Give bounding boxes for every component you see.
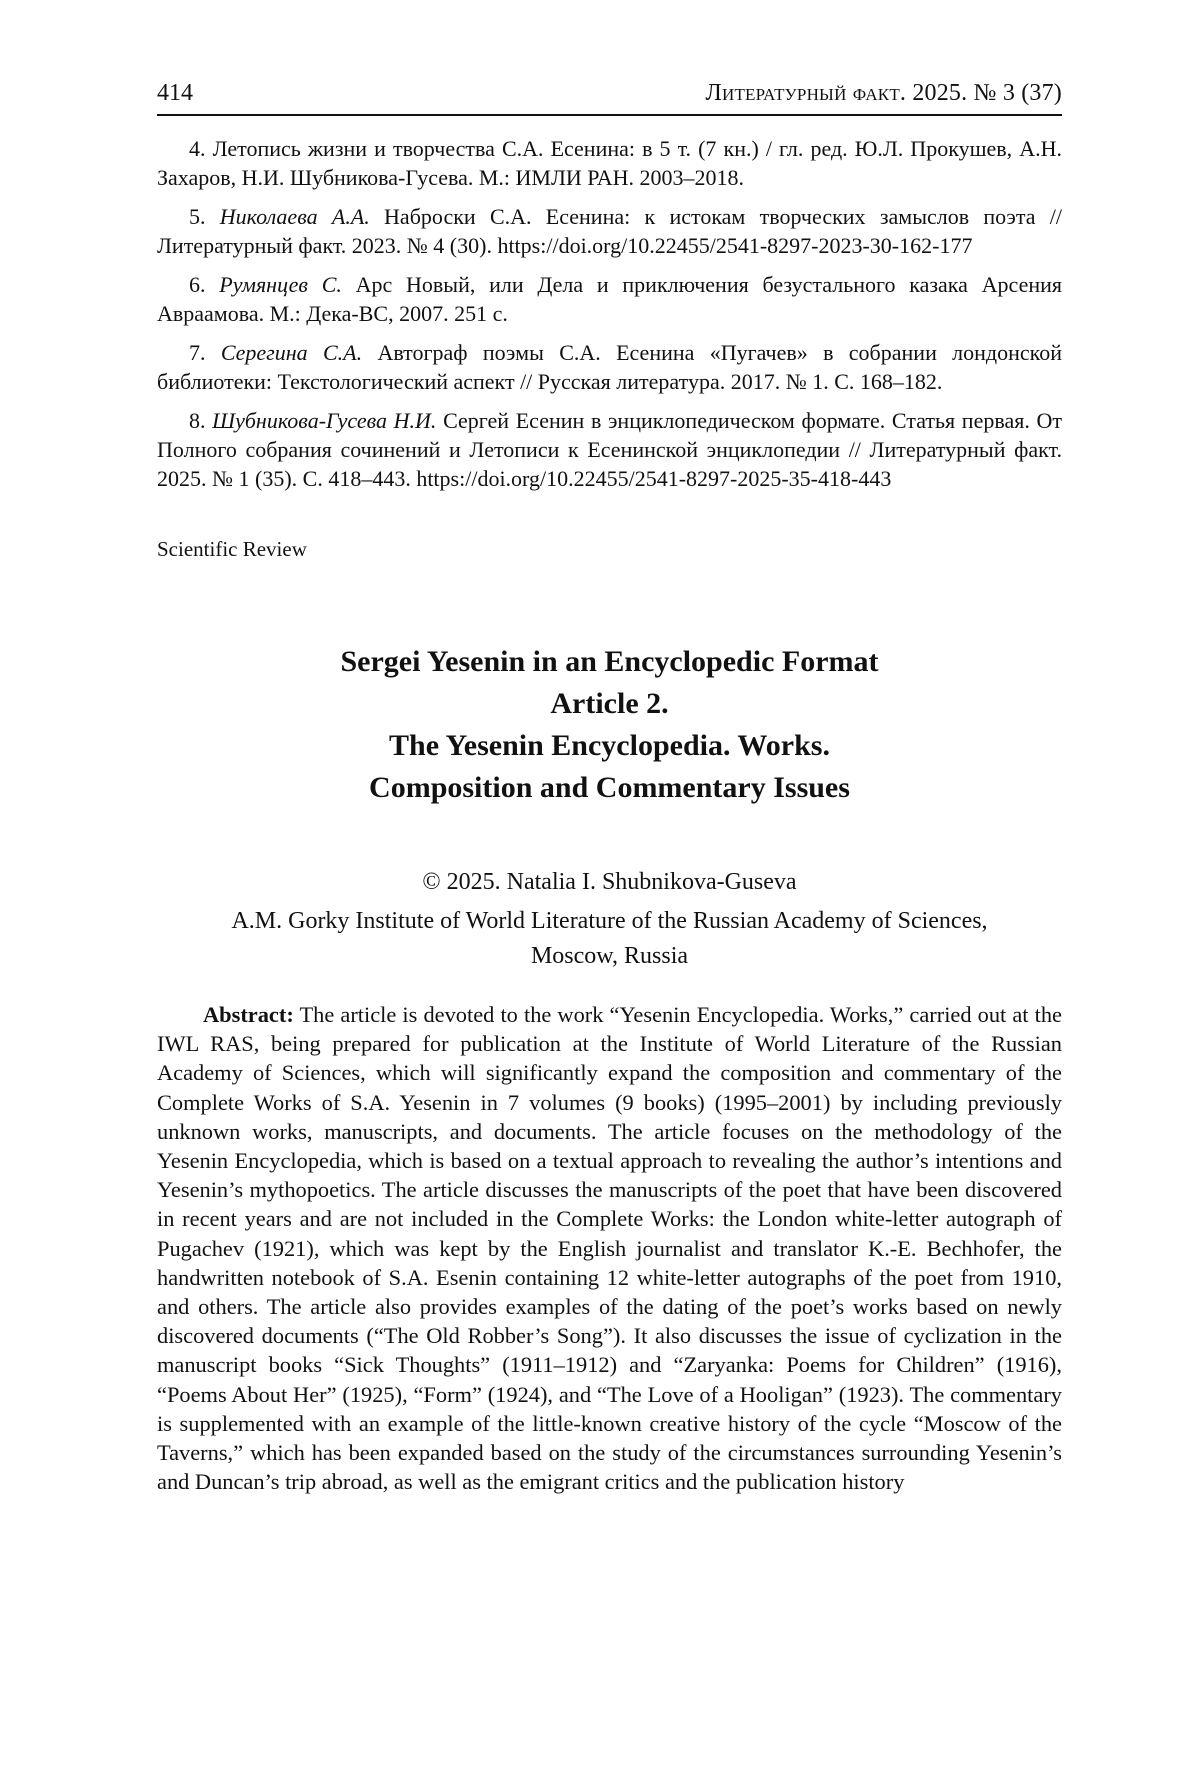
title-line: The Yesenin Encyclopedia. Works.: [389, 729, 830, 762]
reference-author: Румянцев С.: [219, 272, 342, 297]
reference-text: Наброски С.А. Есенина: к истокам творческих замыслов поэта // Литературный факт. 2023. № 4 (30). https://doi.org/10.22455/2541-8297-2023-30-162-177: [157, 204, 1063, 258]
reference-item: [157, 338, 1062, 396]
reference-text: Арс Новый, или Дела и приключения безустального казака Арсения Авраамова. М.: Дека-ВС, 2007. 251 с.: [157, 272, 1063, 326]
reference-number: 6.: [189, 272, 206, 297]
reference-number: 8.: [189, 408, 206, 433]
title-line: Composition and Commentary Issues: [369, 771, 850, 804]
reference-author: Серегина С.А.: [220, 340, 363, 365]
reference-item: [157, 406, 1062, 493]
author-byline: © 2025. Natalia I. Shubnikova-Guseva: [422, 869, 797, 895]
journal-title: Литературный факт. 2025. № 3 (37): [705, 80, 1062, 106]
reference-item: [157, 270, 1062, 328]
abstract-text: The article is devoted to the work “Yesenin Encyclopedia. Works,” carried out at the IWL RAS, being prepared for publication at the Institute of World Literature of the Russian Academy of Sciences, which will significantly expand the composition and commentary of the Complete Works of S.A. Yesenin in 7 volumes (9 books) (1995–2001) by including previously unknown works, manuscripts, and documents. The article focuses on the methodology of the Yesenin Encyclopedia, which is based on a textual approach to revealing the author’s intentions and Yesenin’s mythopoetics. The article discusses the manuscripts of the poet that have been discovered in recent years and are not included in the Complete Works: the London white-letter autograph of Pugachev (1921), which was kept by the English journalist and translator K.-E. Bechhofer, the handwritten notebook of S.A. Esenin containing 12 white-letter autographs of the poet from 1910, and others. The article also provides examples of the dating of the poet’s works based on newly discovered documents (“The Old Robber’s Song”). It also discusses the issue of cyclization in the manuscript books “Sick Thoughts” (1911–1912) and “Zaryanka: Poems for Children” (1916), “Poems About Her” (1925), “Form” (1924), and “The Love of a Hooligan” (1923). The commentary is supplemented with an example of the little-known creative history of the cycle “Moscow of the Taverns,” which has been expanded based on the study of the circumstances surrounding Yesenin’s and Duncan’s trip abroad, as well as the emigrant critics and the publication history: [157, 1002, 1062, 1495]
reference-item: [157, 202, 1062, 260]
reference-text: Автограф поэмы С.А. Есенина «Пугачев» в собрании лондонской библиотеки: Текстологический аспект // Русская литература. 2017. № 1. С. 168–182.: [157, 340, 1062, 394]
running-header: [157, 78, 1062, 116]
article-title: [157, 641, 1062, 809]
title-line: Article 2.: [550, 687, 669, 720]
title-line: Sergei Yesenin in an Encyclopedic Format: [340, 645, 879, 678]
reference-number: 7.: [189, 340, 206, 365]
page-number: 414: [157, 80, 193, 106]
article-type-label: Scientific Review: [157, 537, 307, 561]
reference-list: [157, 134, 1062, 493]
reference-text: Летопись жизни и творчества С.А. Есенина: в 5 т. (7 кн.) / гл. ред. Ю.Л. Прокушев, А.Н. Захаров, Н.И. Шубникова-Гусева. М.: ИМЛИ РАН. 2003–2018.: [157, 136, 1063, 190]
abstract-label: Abstract:: [203, 1002, 294, 1027]
author-affiliation: [157, 904, 1062, 974]
affiliation-institution: A.M. Gorky Institute of World Literature of the Russian Academy of Sciences,: [231, 908, 988, 934]
reference-author: Шубникова-Гусева Н.И.: [212, 408, 437, 433]
reference-number: 5.: [189, 204, 206, 229]
journal-page: [157, 78, 1062, 1519]
reference-number: 4.: [189, 136, 206, 161]
reference-item: [157, 134, 1062, 192]
abstract: [157, 1000, 1062, 1496]
reference-author: Николаева А.А.: [219, 204, 370, 229]
affiliation-city: Moscow, Russia: [530, 943, 689, 969]
reference-text: Сергей Есенин в энциклопедическом формате. Статья первая. От Полного собрания сочинений и Летописи к Есенинской энциклопедии // Литературный факт. 2025. № 1 (35). С. 418–443. https://doi.org/10.22455/2541-8297-2025-35-418-443: [157, 408, 1062, 491]
